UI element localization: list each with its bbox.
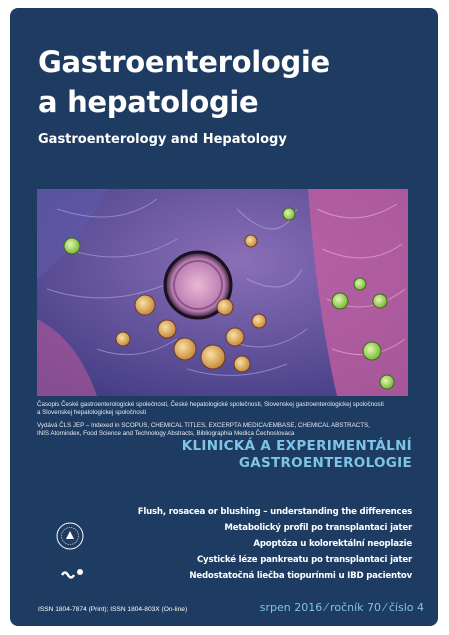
indexing-caption	[37, 422, 417, 438]
publisher-caption	[37, 401, 417, 417]
journal-title-line1: Gastroenterologie	[38, 45, 330, 79]
journal-title-line2: a hepatologie	[38, 85, 259, 119]
caption-line1: Časopis České gastroenterologické společnosti, České hepatologické společnosti, Slovenskej gastroenterologickej spoločnosti	[37, 401, 384, 408]
caption-line2: a Slovenskej hepatologickej spoločnosti	[37, 409, 147, 416]
journal-cover	[10, 8, 438, 626]
issue-date: srpen 2016	[259, 601, 323, 614]
separator-slash-icon: ⁄	[325, 601, 328, 614]
journal-subtitle: Gastroenterology and Hepatology	[38, 132, 287, 147]
section-heading-line2: GASTROENTEROLOGIE	[238, 455, 412, 471]
section-heading	[182, 438, 412, 472]
indexed-line2: INIS Atomindex, Food Science and Technology Abstracts, Bibliographia Medica Čechoslovaca	[37, 430, 295, 437]
article-title: Metabolický profil po transplantaci jater	[224, 523, 412, 533]
separator-slash-icon: ⁄	[384, 601, 386, 614]
article-title: Apoptóza u kolorektální neoplazie	[253, 539, 412, 549]
article-title: Cystické léze pankreatu po transplantaci jater	[196, 555, 412, 565]
society-seal-icon	[56, 522, 84, 550]
article-title: Flush, rosacea or blushing – understanding the differences	[137, 507, 412, 517]
scs-logo-icon	[59, 563, 85, 581]
issue-volume: ročník 70	[330, 601, 382, 614]
issn-text: ISSN 1804-7874 (Print); ISSN 1804-803X (On-line)	[38, 606, 188, 613]
journal-title	[38, 42, 330, 122]
indexed-line1: Vydává ČLS JEP – Indexed in SCOPUS, CHEMICAL TITLES, EXCERPTA MEDICA/EMBASE, CHEMICAL ABSTRACTS,	[37, 422, 370, 429]
issue-info	[260, 601, 424, 614]
article-list	[138, 504, 412, 584]
section-heading-line1: KLINICKÁ A EXPERIMENTÁLNÍ	[181, 438, 412, 454]
article-title: Nedostatočná liečba tiopurínmi u IBD pacientov	[189, 571, 412, 581]
cover-micrograph-image	[37, 189, 408, 396]
issue-number: číslo 4	[388, 601, 424, 614]
